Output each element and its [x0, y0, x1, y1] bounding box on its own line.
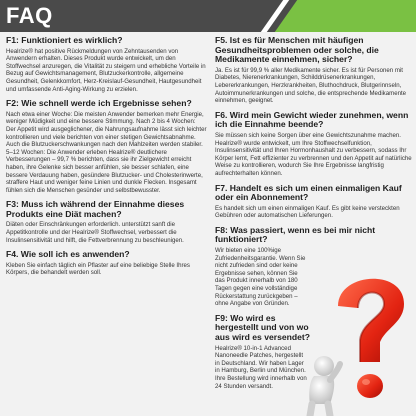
faq-item-2: [6, 99, 207, 194]
question-mark-figure-illustration: [300, 258, 416, 416]
question-mark-dot: [357, 374, 383, 398]
page-title: FAQ: [6, 3, 53, 28]
faq-question-8: F8: Was passiert, wenn es bei mir nicht funktioniert?: [215, 224, 376, 245]
faq-answer-3: Diäten oder Einschränkungen erforderlich. unterstützt sanft die Appetitkontrolle und der Healrize® Stoffwechsel, verbessert die Insulinsensitivität und hilft, die Fettverbrennung zu beschleunigen.: [6, 221, 184, 244]
faq-question-2: F2: Wie schnell werde ich Ergebnisse sehen?: [6, 98, 192, 109]
faq-item-4: [6, 250, 207, 277]
faq-item-3: [6, 200, 207, 244]
faq-answer-4: Kleben Sie einfach täglich ein Pflaster auf eine beliebige Stelle Ihres Körpers, die behandelt werden soll.: [6, 261, 190, 277]
faq-item-7: [215, 184, 412, 220]
header-banner: [0, 0, 416, 32]
faq-question-3: F3: Muss ich während der Einnahme dieses Produkts eine Diät machen?: [6, 199, 185, 219]
faq-question-4: F4. Wie soll ich es anwenden?: [6, 249, 130, 260]
faq-item-6: [215, 111, 412, 178]
faq-answer-5: Ja. Es ist für 99,9 % aller Medikamente sicher. Es ist für Personen mit Diabetes, Nierenerkrankungen, Schilddrüsenerkrankungen, Lebererkrankungen, Herzkrankheiten, Bluthochdruck, Blutgerinnseln, Autoimmunerkrankungen und solche, die entsprechende Medikamente einnehmen, geeignet.: [215, 66, 407, 105]
faq-question-9: F9: Wo wird es hergestellt und von wo aus wird es versendet?: [215, 312, 311, 342]
faq-answer-2: Nach etwa einer Woche: Die meisten Anwender bemerken mehr Energie, weniger Müdigkeit und eine bessere Stimmung. Nach 2 bis 4 Wochen: Der Appetit wird ausgeglichener, die Nahrungsaufnahme lässt sich leichter kontrollieren und viele berichten von einer stetigen Gewichtsabnahme. Auch die Blutzuckerschwankungen nach den Mahlzeiten werden stabiler. 5–12 Wochen: Die Anwender erleben Healrize® deutlichere Verbesserungen – 99,7 % berichten, dass sie ihr Zielgewicht erreicht haben, ihre Gelenke sich besser anfühlen, sie besser schlafen, eine bessere Verdauung haben, gesündere Blutzucker- und Cholesterinwerte, straffere Haut und weniger feine Linien und dunkle Flecken. Insgesamt fühlen sich die Menschen gesünder und selbstbewusster.: [6, 110, 207, 194]
faq-item-5: [215, 36, 412, 105]
white-person-figure: [309, 356, 340, 416]
faq-question-5: F5. Ist es für Menschen mit häufigen Gesundheitsproblemen oder solche, die Medikamente einnehmen, sicher?: [215, 35, 379, 65]
header-green-stripe: [275, 0, 416, 32]
faq-answer-1: Healrize® hat positive Rückmeldungen von Zehntausenden von Anwendern erhalten. Dieses Produkt wurde entwickelt, um den Stoffwechsel anzuregen, die Vitalität zu steigern und erhebliche Vorteile in Bezug auf Gewichtsmanagement, Blutzuckerkontrolle, allgemeine Gesundheit, Gelenkkomfort, Herz-Kreislauf-Gesundheit, Hautgesundheit und umfassende Anti-Aging-Wirkung zu erzielen.: [6, 47, 206, 93]
faq-answer-8: Wir bieten eine 100%ige Zufriedenheitsgarantie. Wenn Sie nicht zufrieden sind oder keine Ergebnisse sehen, können Sie das Produkt innerhalb von 180 Tagen gegen eine vollständige Rückerstattung zurückgeben – ohne Angabe von Gründen.: [215, 247, 306, 308]
faq-column-left: [6, 36, 207, 277]
faq-answer-9: Healrize® 10-in-1 Advanced Nanoneedle Patches, hergestellt in Deutschland. Wir haben Lager in Hamburg, Berlin und München. Ihre Bestellung wird innerhalb von 24 Stunden versandt.: [215, 344, 307, 390]
faq-question-6: F6. Wird mein Gewicht wieder zunehmen, wenn ich die Einnahme beende?: [215, 109, 409, 130]
faq-answer-6: Sie müssen sich keine Sorgen über eine Gewichtszunahme machen. Healrize® wurde entwickelt, um Ihre Stoffwechselfunktion, Insulinsensitivität und Ihren Hormonhaushalt zu verbessern, sodass Ihr Körper lernt, Fett effizienter zu verbrennen und den Appetit auf natürliche Weise zu kontrollieren, wodurch Sie Ihre Ergebnisse langfristig aufrechterhalten können.: [215, 131, 412, 177]
faq-question-1: F1: Funktioniert es wirklich?: [6, 35, 123, 45]
faq-item-1: [6, 36, 207, 93]
faq-answer-7: Es handelt sich um einen einmaligen Kauf. Es gibt keine versteckten Gebühren oder automatischen Lieferungen.: [215, 204, 400, 220]
faq-question-7: F7. Handelt es sich um einen einmaligen Kauf oder ein Abonnement?: [215, 182, 402, 203]
